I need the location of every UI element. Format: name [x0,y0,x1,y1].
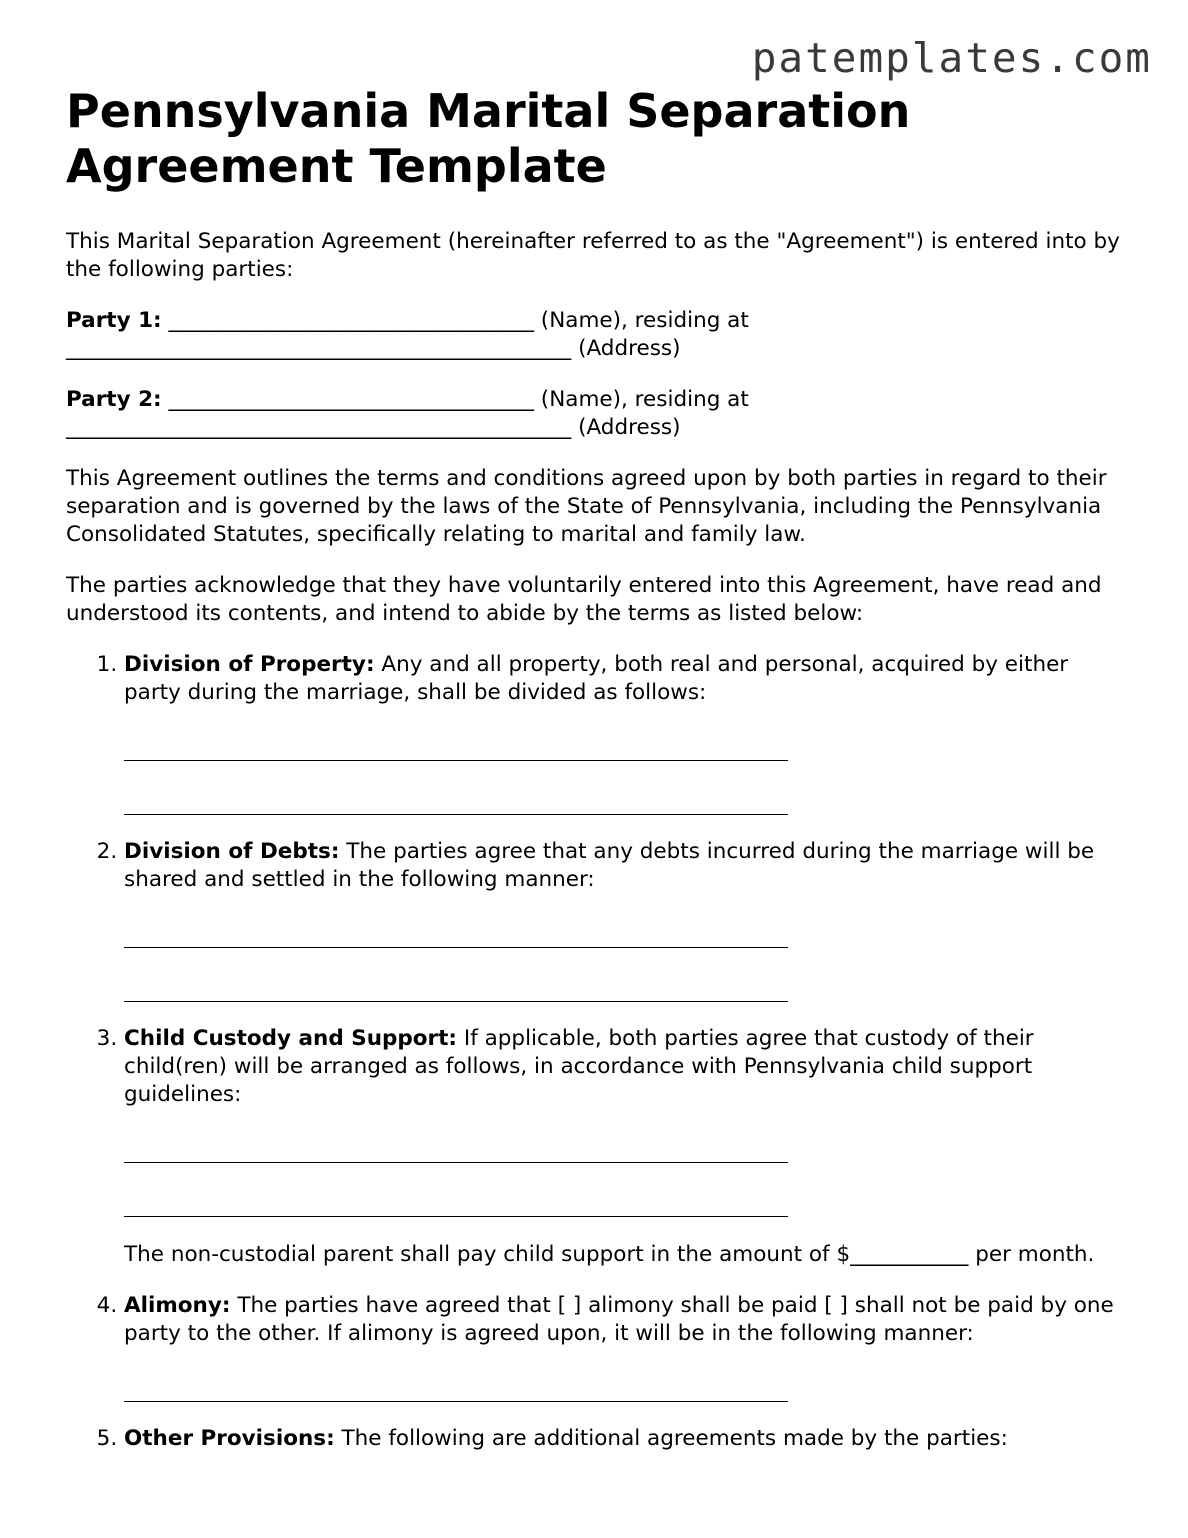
term-text: The parties agree that any debts incurred during the marriage will be shared and settled in the following manner: [124,839,1095,892]
term-text: The following are additional agreements made by the parties: [334,1426,1008,1451]
governing-law-paragraph: This Agreement outlines the terms and conditions agreed upon by both parties in regard to their separation and is governed by the laws of the State of Pennsylvania, including the Pennsylvania Consolidated Statutes, specifically relating to marital and family law. [66,466,1107,547]
term-other-provisions [124,1425,1126,1453]
term-heading: Alimony: [124,1293,231,1318]
document-body [66,228,1126,1476]
page-title: Pennsylvania Marital Separation Agreement Template [66,84,911,193]
party-2-label: Party 2: [66,387,162,412]
term-division-of-debts [124,838,1126,1002]
term-division-of-property [124,651,1126,815]
property-blank-line-1[interactable] [124,733,788,761]
party-2-fields[interactable]: __________________________________ (Name), residing at _______________________________________________ (Address) [66,387,749,440]
term-child-custody-support [124,1025,1126,1269]
debts-blank-line-2[interactable] [124,974,788,1002]
party-2-line [66,386,1126,442]
intro-paragraph: This Marital Separation Agreement (hereinafter referred to as the "Agreement") is entered into by the following parties: [66,229,1120,282]
term-alimony [124,1292,1126,1402]
site-watermark: patemplates.com [751,34,1152,82]
party-1-fields[interactable]: __________________________________ (Name), residing at _______________________________________________ (Address) [66,308,749,361]
party-1-label: Party 1: [66,308,162,333]
term-heading: Division of Property: [124,652,375,677]
child-support-amount-text[interactable]: The non-custodial parent shall pay child support in the amount of $___________ per month. [124,1242,1095,1267]
custody-blank-line-1[interactable] [124,1135,788,1163]
debts-blank-line-1[interactable] [124,920,788,948]
terms-list [66,651,1126,1453]
term-text: If applicable, both parties agree that custody of their child(ren) will be arranged as follows, in accordance with Pennsylvania child support guidelines: [124,1026,1034,1107]
term-heading: Division of Debts: [124,839,340,864]
alimony-blank-line-1[interactable] [124,1374,788,1402]
acknowledgement-paragraph: The parties acknowledge that they have voluntarily entered into this Agreement, have read and understood its contents, and intend to abide by the terms as listed below: [66,573,1102,626]
term-heading: Child Custody and Support: [124,1026,458,1051]
term-text: The parties have agreed that [ ] alimony shall be paid [ ] shall not be paid by one party to the other. If alimony is agreed upon, it will be in the following manner: [124,1293,1114,1346]
custody-blank-line-2[interactable] [124,1189,788,1217]
party-1-line [66,307,1126,363]
property-blank-line-2[interactable] [124,787,788,815]
term-heading: Other Provisions: [124,1426,335,1451]
term-text: Any and all property, both real and personal, acquired by either party during the marriage, shall be divided as follows: [124,652,1069,705]
